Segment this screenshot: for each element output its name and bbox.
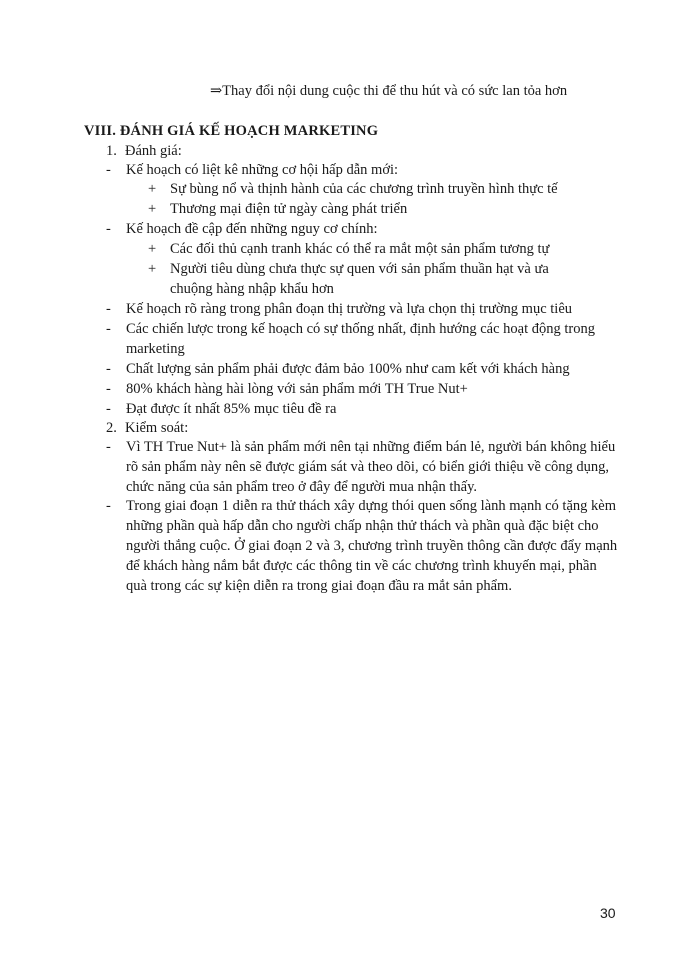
bullet-item: [106, 399, 626, 419]
intro-conclusion-line: [210, 82, 567, 100]
bullet-item: [106, 160, 626, 180]
bullet-item: [106, 379, 626, 399]
bullet-text: Kế hoạch rõ ràng trong phân đoạn thị trường và lựa chọn thị trường mục tiêu: [126, 301, 573, 317]
intro-text: Thay đổi nội dung cuộc thi để thu hút và có sức lan tỏa hơn: [222, 83, 568, 99]
bullet-item: [106, 359, 626, 379]
bullet-text: 80% khách hàng hài lòng với sản phẩm mới TH True Nut+: [126, 381, 468, 397]
sub-bullet-text: Người tiêu dùng chưa thực sự quen với sản phẩm thuần hạt và ưa chuộng hàng nhập khẩu hơn: [170, 261, 549, 297]
bullet-item: [106, 219, 626, 239]
page-number: 30: [600, 905, 616, 921]
sub-bullet-item: [148, 259, 568, 299]
sub-bullet-text: Sự bùng nổ và thịnh hành của các chương trình truyền hình thực tế: [170, 181, 558, 197]
dash-bullet: -: [106, 381, 111, 397]
bullet-text: Chất lượng sản phẩm phải được đảm bảo 100% như cam kết với khách hàng: [126, 361, 570, 377]
dash-bullet: -: [106, 498, 111, 514]
dash-bullet: -: [106, 361, 111, 377]
plus-bullet: +: [148, 201, 157, 217]
plus-bullet: +: [148, 241, 157, 257]
evaluation-title: Đánh giá:: [125, 143, 182, 159]
dash-bullet: -: [106, 439, 111, 455]
sub-bullet-text: Thương mại điện tử ngày càng phát triển: [170, 201, 408, 217]
plus-bullet: +: [148, 261, 157, 277]
bullet-text: Trong giai đoạn 1 diễn ra thử thách xây dựng thói quen sống lành mạnh có tặng kèm những phần quà hấp dẫn cho người chấp nhận thử thách và phần quà đặc biệt cho người thắng cuộc. Ở giai đoạn 2 và 3, chương trình truyền thông cần được đẩy mạnh để khách hàng nắm bắt được các thông tin về các chương trình khuyến mại, phần quà trong các sự kiện diễn ra trong giai đoạn đầu ra mắt sản phẩm.: [126, 498, 618, 594]
sub-bullet-text: Các đối thủ cạnh tranh khác có thể ra mắt một sản phẩm tương tự: [170, 241, 550, 257]
implies-arrow-icon: ⇒: [210, 83, 223, 99]
evaluation-list-item: [106, 141, 182, 161]
sub-bullet-item: [148, 179, 600, 199]
dash-bullet: -: [106, 401, 111, 417]
bullet-item: [106, 299, 626, 319]
plus-bullet: +: [148, 181, 157, 197]
dash-bullet: -: [106, 162, 111, 178]
sub-bullet-item: [148, 199, 600, 219]
dash-bullet: -: [106, 321, 111, 337]
bullet-text: Vì TH True Nut+ là sản phẩm mới nên tại những điểm bán lẻ, người bán không hiểu rõ sản phẩm này nên sẽ được giám sát và theo dõi, có biển giới thiệu về công dụng, chức năng của sản phẩm treo ở đây để người mua nhận thấy.: [126, 439, 616, 495]
bullet-text: Kế hoạch đề cập đến những nguy cơ chính:: [126, 221, 378, 237]
bullet-item: [106, 437, 620, 497]
section-heading: VIII. ĐÁNH GIÁ KẾ HOẠCH MARKETING: [84, 123, 379, 139]
dash-bullet: -: [106, 301, 111, 317]
control-list-item: [106, 418, 188, 438]
sub-bullet-item: [148, 239, 600, 259]
list-number: 1.: [106, 143, 117, 159]
bullet-item: [106, 496, 620, 596]
bullet-text: Các chiến lược trong kế hoạch có sự thống nhất, định hướng các hoạt động trong marketing: [126, 321, 595, 357]
list-number: 2.: [106, 420, 117, 436]
dash-bullet: -: [106, 221, 111, 237]
bullet-text: Kế hoạch có liệt kê những cơ hội hấp dẫn mới:: [126, 162, 399, 178]
control-title: Kiểm soát:: [125, 420, 189, 436]
bullet-item: [106, 319, 606, 359]
bullet-text: Đạt được ít nhất 85% mục tiêu đề ra: [126, 401, 337, 417]
